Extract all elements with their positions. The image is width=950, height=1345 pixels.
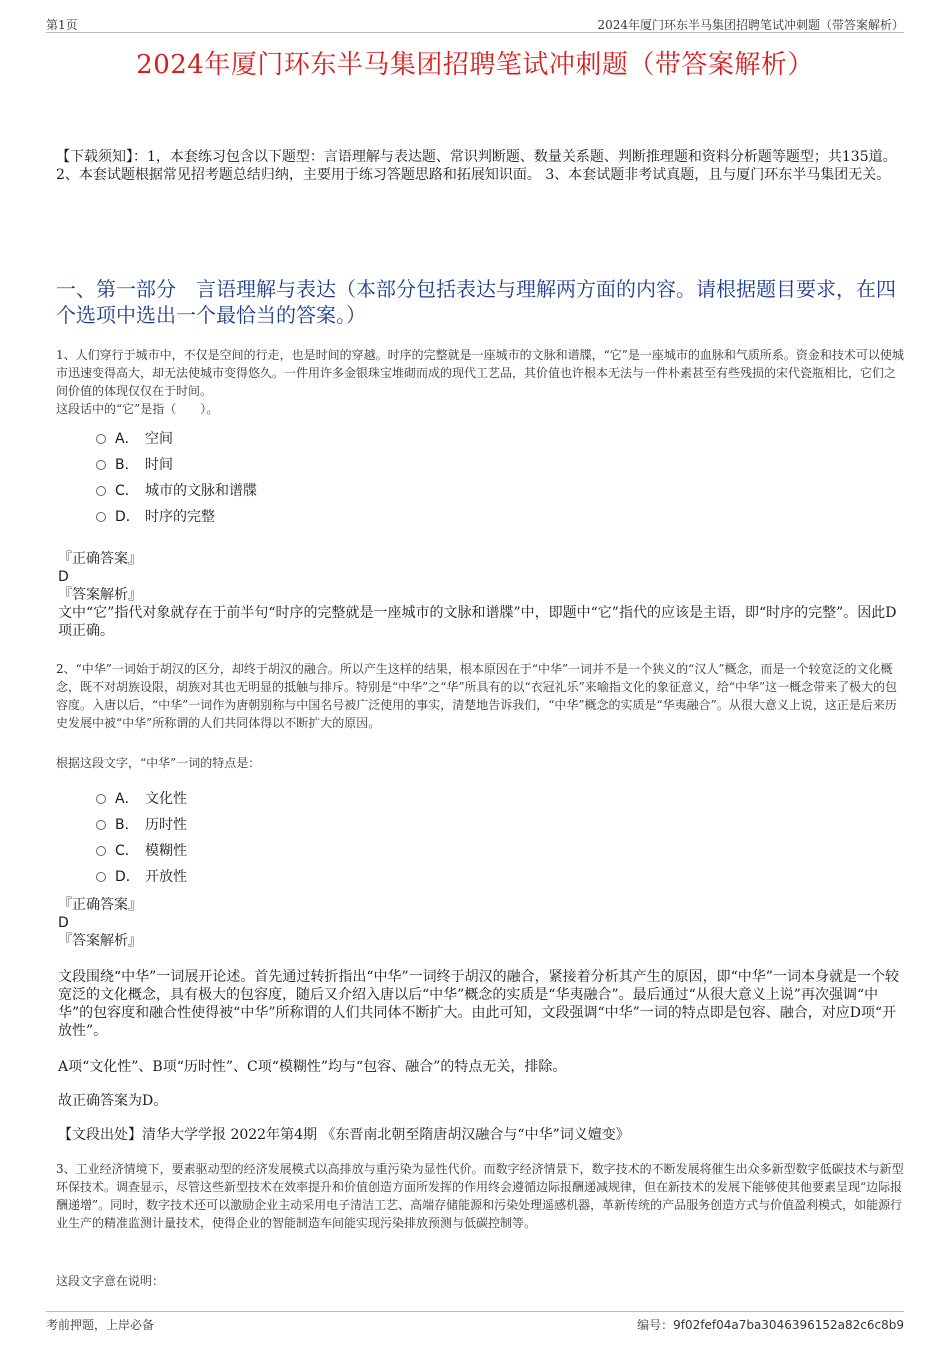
code-label: 编号： [637,1318,674,1332]
question-2-answer-block [58,896,904,950]
code-value: 9f02fef04a7ba3046396152a82c6c8b9 [673,1318,904,1332]
radio-icon[interactable] [96,460,106,470]
question-2-options [96,786,187,890]
footer-slogan: 考前押题，上岸必备 [46,1318,155,1332]
q2-option-c[interactable]: C． 模糊性 [96,838,187,864]
question-1-options [96,426,257,530]
q1-option-b[interactable]: B． 时间 [96,452,257,478]
page-header [46,14,904,33]
q1-option-d[interactable]: D． 时序的完整 [96,504,257,530]
page-number: 第1页 [46,18,78,32]
radio-icon[interactable] [96,434,106,444]
radio-icon[interactable] [96,846,106,856]
question-1-prompt: 这段话中的“它”是指（ ）。 [56,402,219,416]
page-footer [46,1311,904,1336]
section-heading: 一、第一部分 言语理解与表达（本部分包括表达与理解两方面的内容。请根据题目要求，在四个选项中选出一个最恰当的答案。） [56,277,896,327]
radio-icon[interactable] [96,872,106,882]
correct-answer: D [58,569,69,585]
q2-option-d[interactable]: D． 开放性 [96,864,187,890]
download-notice: 【下载须知】：1，本套练习包含以下题型：言语理解与表达题、常识判断题、数量关系题、判断推理题和资料分析题等题型；共135道。 2、本套试题根据常见招考题总结归纳，主要用于练习答题思路和拓展知识面。 3、本套试题非考试真题，且与厦门环东半马集团无关。 [56,149,897,183]
correct-answer: D [58,915,69,931]
question-3-prompt: 这段文字意在说明： [56,1274,165,1288]
question-1-stem [56,346,904,418]
radio-icon[interactable] [96,486,106,496]
radio-icon[interactable] [96,820,106,830]
radio-icon[interactable] [96,512,106,522]
answer-label: 『正确答案』 [58,551,142,567]
question-2-text: 2、“中华”一词始于胡汉的区分，却终于胡汉的融合。所以产生这样的结果，根本原因在于“中华”一词并不是一个狭义的“汉人”概念，而是一个较宽泛的文化概念，既不对胡族设限，胡族对其也无明显的抵触与排斥。特别是“中华”之“华”所具有的以“衣冠礼乐”来喻指文化的象征意义，给“中华”这一概念带来了极大的包容度。入唐以后，“中华”一词作为唐朝别称与中国名号被广泛使用的事实，清楚地告诉我们，“中华”概念的实质是“华夷融合”。从很大意义上说，这正是后来历史发展中被“中华”所称谓的人们共同体得以不断扩大的原因。 [56,662,898,730]
question-2-prompt: 根据这段文字，“中华”一词的特点是： [56,756,261,770]
analysis-text: 文中“它”指代对象就存在于前半句“时序的完整就是一座城市的文脉和谱牒”中，即题中“它”指代的应该是主语，即“时序的完整”。因此D项正确。 [58,605,897,639]
question-1-text: 1、人们穿行于城市中，不仅是空间的行走，也是时间的穿越。时序的完整就是一座城市的文脉和谱牒，“它”是一座城市的血脉和气质所系。资金和技术可以使城市迅速变得高大，却无法使城市变得悠久。一件用许多金银珠宝堆砌而成的现代工艺品，其价值也许根本无法与一件朴素甚至有些残损的宋代瓷瓶相比，它们之间价值的体现仅仅在于时间。 [56,348,904,398]
analysis-label: 『答案解析』 [58,933,142,949]
question-1-answer-block [58,550,904,640]
analysis-label: 『答案解析』 [58,587,142,603]
analysis-paragraph-2: A项“文化性”、B项“历时性”、C项“模糊性”均与“包容、融合”的特点无关，排除。 [58,1059,567,1075]
q1-option-a[interactable]: A． 空间 [96,426,257,452]
q2-option-a[interactable]: A． 文化性 [96,786,187,812]
answer-label: 『正确答案』 [58,897,142,913]
header-doc-title: 2024年厦门环东半马集团招聘笔试冲刺题（带答案解析） [597,18,904,32]
radio-icon[interactable] [96,794,106,804]
q1-option-c[interactable]: C． 城市的文脉和谱牒 [96,478,257,504]
question-3-text: 3、工业经济情境下，要素驱动型的经济发展模式以高排放与重污染为显性代价。而数字经济情景下，数字技术的不断发展将催生出众多新型数字低碳技术与新型环保技术。调查显示，尽管这些新型技术在效率提升和价值创造方面所发挥的作用终会遵循边际报酬递减规律，但在新技术的发展下能够使其他要素呈现“边际报酬递增”。同时，数字技术还可以激励企业主动采用电子清洁工艺、高端存储能源和污染处理遥感机器，革新传统的产品服务创造方式与价值盈利模式，如能源行业生产的精准监测计量技术，使得企业的智能制造车间能实现污染排放预测与低碳控制等。 [56,1162,904,1230]
analysis-paragraph-1: 文段围绕“中华”一词展开论述。首先通过转折指出“中华”一词终于胡汉的融合，紧接着分析其产生的原因，即“中华”一词本身就是一个较宽泛的文化概念，具有极大的包容度，随后又介绍入唐以后“中华”概念的实质是“华夷融合”。最后通过“从很大意义上说”再次强调“中华”的包容度和融合性使得被“中华”所称谓的人们共同体不断扩大。由此可知，文段强调“中华”一词的特点即是包容、融合，对应D项“开放性”。 [58,969,899,1039]
document-title: 2024年厦门环东半马集团招聘笔试冲刺题（带答案解析） [136,50,814,80]
document-code [637,1316,904,1333]
source-citation: 【文段出处】清华大学学报 2022年第4期 《东晋南北朝至隋唐胡汉融合与“中华”词义嬗变》 [58,1127,630,1143]
q2-option-b[interactable]: B． 历时性 [96,812,187,838]
analysis-paragraph-3: 故正确答案为D。 [58,1093,168,1109]
